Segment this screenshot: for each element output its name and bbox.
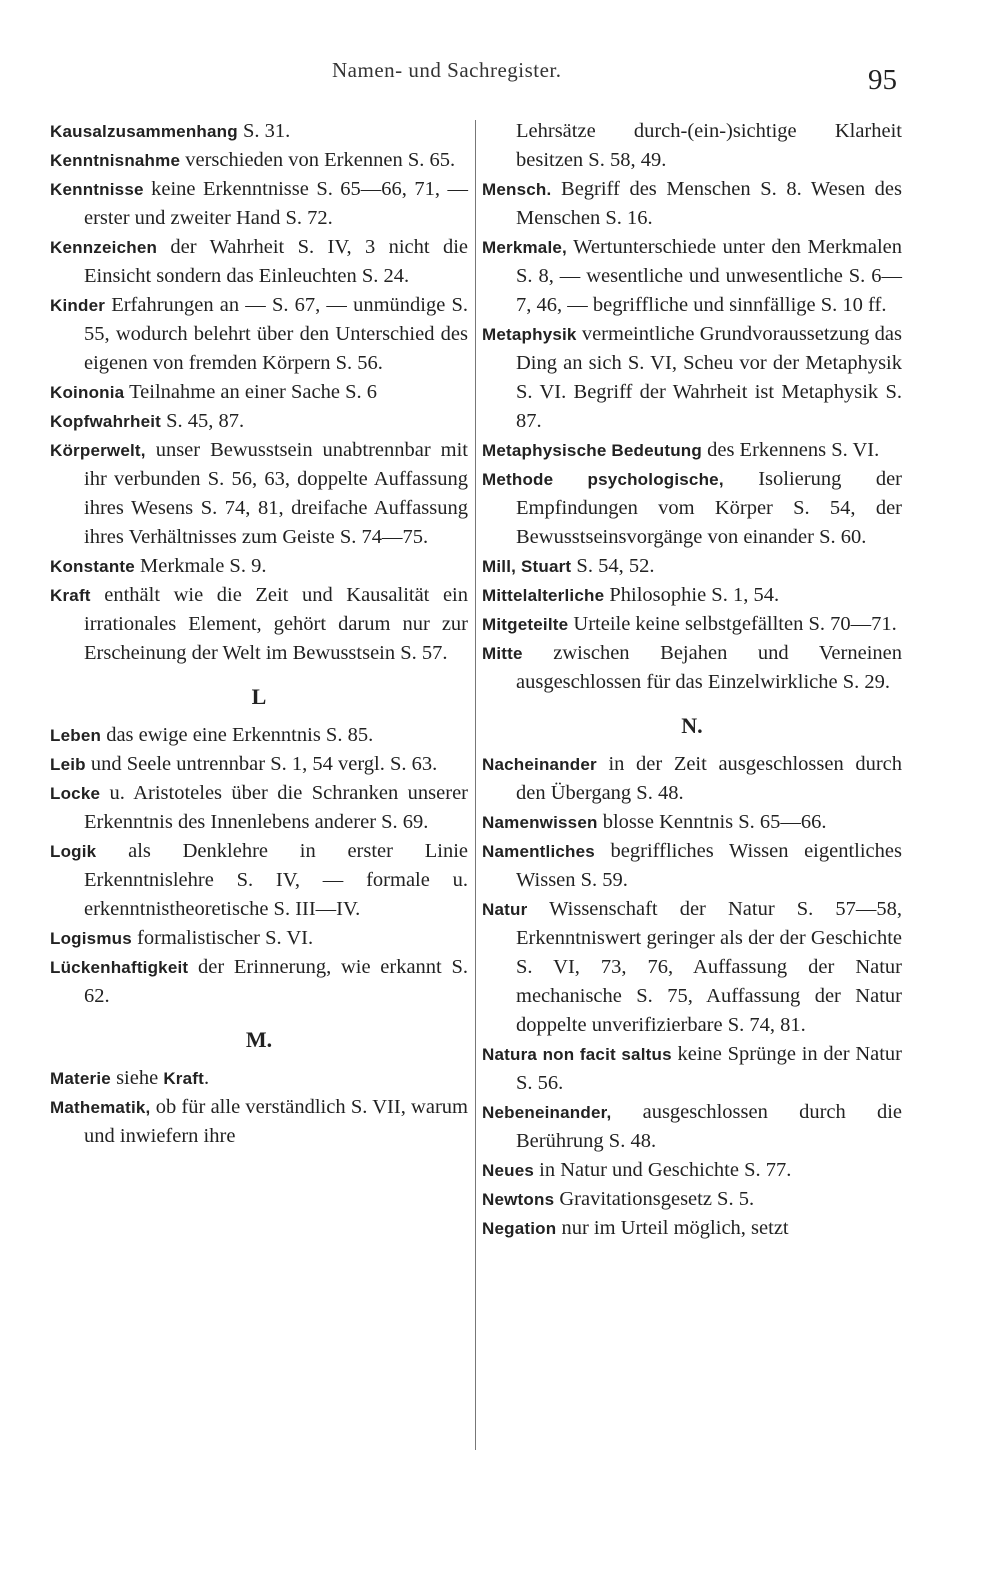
- entry-text: Wissenschaft der Natur S. 57—58, Erkenntniswert geringer als der der Geschichte S. VI, 73, 76, Auffassung der Natur mechanische S. 75, Auffassung der Natur doppelte unverifizierbare S. 74, 81.: [516, 898, 902, 1036]
- index-entry: [50, 924, 468, 953]
- index-entry: [50, 1064, 468, 1093]
- entry-cross-reference: Kraft: [163, 1069, 204, 1088]
- index-entry: [482, 1185, 902, 1214]
- entry-term: Kinder: [50, 296, 106, 315]
- page-number: 95: [868, 64, 897, 96]
- entry-term: Kennzeichen: [50, 238, 158, 257]
- index-entry: [482, 808, 902, 837]
- entry-term: Metaphysische Bedeutung: [482, 441, 702, 460]
- index-entry: [482, 837, 902, 895]
- index-entry: [482, 581, 902, 610]
- entry-text: blosse Kenntnis S. 65—66.: [597, 811, 827, 833]
- entry-text: keine Sprünge in der Natur S. 56.: [516, 1043, 902, 1094]
- index-entry: [50, 837, 468, 924]
- entry-term: Kausalzusammenhang: [50, 122, 238, 141]
- entry-text: Merkmale S. 9.: [134, 555, 267, 577]
- entry-text: Teilnahme an einer Sache S. 6: [124, 381, 377, 403]
- index-entry: [50, 378, 468, 407]
- entry-text: in der Zeit ausgeschlossen durch den Übergang S. 48.: [516, 753, 902, 804]
- index-entry: [482, 465, 902, 552]
- index-entry: [50, 552, 468, 581]
- entry-text: verschieden von Erkennen S. 65.: [180, 149, 456, 171]
- entry-text: S. 45, 87.: [161, 410, 245, 432]
- entry-term: Namenwissen: [482, 813, 598, 832]
- index-entry: [50, 750, 468, 779]
- entry-term: Mitte: [482, 644, 523, 663]
- index-entry: [482, 895, 902, 1040]
- entry-term: Koinonia: [50, 383, 125, 402]
- entry-text: S. 31.: [237, 120, 291, 142]
- index-entry: [482, 639, 902, 697]
- index-entry: [482, 750, 902, 808]
- entry-term: Methode psychologische,: [482, 470, 724, 489]
- entry-term: Logismus: [50, 929, 132, 948]
- entry-text: formalistischer S. VI.: [131, 927, 314, 949]
- continued-entry-text: Lehrsätze durch-(ein-)sichtige Klarheit besitzen S. 58, 49.: [516, 120, 902, 171]
- index-entry: [482, 552, 902, 581]
- section-heading-l: L: [251, 684, 267, 709]
- right-column: [482, 117, 902, 1243]
- index-entry: [50, 117, 468, 146]
- index-entry: [50, 291, 468, 378]
- entry-term: Mill, Stuart: [482, 557, 572, 576]
- index-entry: [50, 233, 468, 291]
- entry-text: enthält wie die Zeit und Kausalität ein irrationales Element, gehört darum nur zur Erscheinung der Welt im Bewusstsein S. 57.: [84, 584, 468, 664]
- index-entry: [50, 436, 468, 552]
- entry-text: der Erinnerung, wie erkannt S. 62.: [84, 956, 468, 1007]
- entry-term: Leben: [50, 726, 102, 745]
- entry-text: Urteile keine selbstgefällten S. 70—71.: [568, 613, 897, 635]
- index-entry: [50, 581, 468, 668]
- entry-text: ob für alle verständlich S. VII, warum und inwiefern ihre: [84, 1096, 468, 1147]
- entry-term: Locke: [50, 784, 101, 803]
- entry-term: Mittelalterliche: [482, 586, 605, 605]
- entry-text: begriffliches Wissen eigentliches Wissen S. 59.: [516, 840, 902, 891]
- running-head: Namen- und Sachregister.: [332, 58, 562, 82]
- entry-term: Mitgeteilte: [482, 615, 569, 634]
- entry-term: Mensch.: [482, 180, 552, 199]
- entry-text: Philosophie S. 1, 54.: [604, 584, 780, 606]
- left-column: [50, 117, 468, 1151]
- entry-term: Namentliches: [482, 842, 595, 861]
- entry-term: Metaphysik: [482, 325, 577, 344]
- entry-term: Kraft: [50, 586, 91, 605]
- entry-text: keine Erkenntnisse S. 65—66, 71, — erster und zweiter Hand S. 72.: [84, 178, 468, 229]
- entry-term: Materie: [50, 1069, 111, 1088]
- index-entry: [50, 1093, 468, 1151]
- entry-term: Kenntnisse: [50, 180, 144, 199]
- entry-term: Leib: [50, 755, 86, 774]
- index-entry: [482, 1098, 902, 1156]
- entry-text: unser Bewusstsein unabtrennbar mit ihr verbunden S. 56, 63, doppelte Auffassung ihres Wesens S. 74, 81, dreifache Auffassung ihres Verhältnisses zum Geiste S. 74—75.: [84, 439, 468, 548]
- entry-term: Körperwelt,: [50, 441, 146, 460]
- entry-term: Konstante: [50, 557, 135, 576]
- entry-term: Kenntnisnahme: [50, 151, 181, 170]
- index-entry: [482, 1040, 902, 1098]
- section-heading-m: M.: [245, 1027, 273, 1052]
- entry-text: nur im Urteil möglich, setzt: [556, 1217, 789, 1239]
- entry-term: Merkmale,: [482, 238, 567, 257]
- entry-text: in Natur und Geschichte S. 77.: [534, 1159, 792, 1181]
- entry-text: Begriff des Menschen S. 8. Wesen des Menschen S. 16.: [516, 178, 902, 229]
- index-entry: [50, 407, 468, 436]
- entry-term: Natur: [482, 900, 528, 919]
- entry-text: Isolierung der Empfindungen vom Körper S. 54, der Bewusstseinsvorgänge von einander S. 60.: [516, 468, 902, 548]
- index-entry: [482, 1214, 902, 1243]
- entry-term: Nebeneinander,: [482, 1103, 612, 1122]
- entry-text: u. Aristoteles über die Schranken unserer Erkenntnis des Innenlebens anderer S. 69.: [84, 782, 468, 833]
- index-entry: [482, 320, 902, 436]
- entry-term: Nacheinander: [482, 755, 597, 774]
- index-entry: [482, 610, 902, 639]
- entry-term: Lückenhaftigkeit: [50, 958, 189, 977]
- entry-text: S. 54, 52.: [571, 555, 655, 577]
- entry-term: Newtons: [482, 1190, 555, 1209]
- entry-text: Wertunterschiede unter den Merkmalen S. 8, — wesentliche und unwesentliche S. 6—7, 46, — begriffliche und sinnfällige S. 10 ff.: [516, 236, 902, 316]
- entry-text: und Seele untrennbar S. 1, 54 vergl. S. 63.: [85, 753, 438, 775]
- entry-text: des Erkennens S. VI.: [701, 439, 880, 461]
- index-entry: [50, 175, 468, 233]
- index-entry: [50, 779, 468, 837]
- index-entry: [482, 436, 902, 465]
- entry-term: Mathematik,: [50, 1098, 151, 1117]
- page-header: [0, 58, 1000, 98]
- entry-text: Erfahrungen an — S. 67, — unmündige S. 55, wodurch belehrt über den Unterschied des eigenen von fremden Körpern S. 56.: [84, 294, 468, 374]
- entry-term: Logik: [50, 842, 97, 861]
- column-divider: [475, 120, 476, 1450]
- index-entry: [50, 721, 468, 750]
- index-entry: [482, 233, 902, 320]
- entry-text: Gravitationsgesetz S. 5.: [554, 1188, 755, 1210]
- entry-term: Natura non facit saltus: [482, 1045, 672, 1064]
- index-entry: [50, 146, 468, 175]
- entry-text: der Wahrheit S. IV, 3 nicht die Einsicht sondern das Einleuchten S. 24.: [84, 236, 468, 287]
- entry-text: als Denklehre in erster Linie Erkenntnislehre S. IV, — formale u. erkenntnistheoretische S. III—IV.: [84, 840, 468, 920]
- entry-text: ausgeschlossen durch die Berührung S. 48.: [516, 1101, 902, 1152]
- entry-text: vermeintliche Grundvoraussetzung das Ding an sich S. VI, Scheu vor der Metaphysik S. VI. Begriff der Wahrheit ist Metaphysik S. 87.: [516, 323, 902, 432]
- entry-term: Negation: [482, 1219, 557, 1238]
- index-entry: [482, 1156, 902, 1185]
- index-entry: [50, 953, 468, 1011]
- entry-text: siehe: [110, 1067, 164, 1089]
- entry-text-end: .: [203, 1067, 210, 1089]
- index-entry: [482, 175, 902, 233]
- entry-term: Neues: [482, 1161, 535, 1180]
- section-heading-n: N.: [681, 713, 703, 738]
- entry-term: Kopfwahrheit: [50, 412, 162, 431]
- entry-text: zwischen Bejahen und Verneinen ausgeschlossen für das Einzelwirkliche S. 29.: [516, 642, 902, 693]
- entry-text: das ewige eine Erkenntnis S. 85.: [101, 724, 374, 746]
